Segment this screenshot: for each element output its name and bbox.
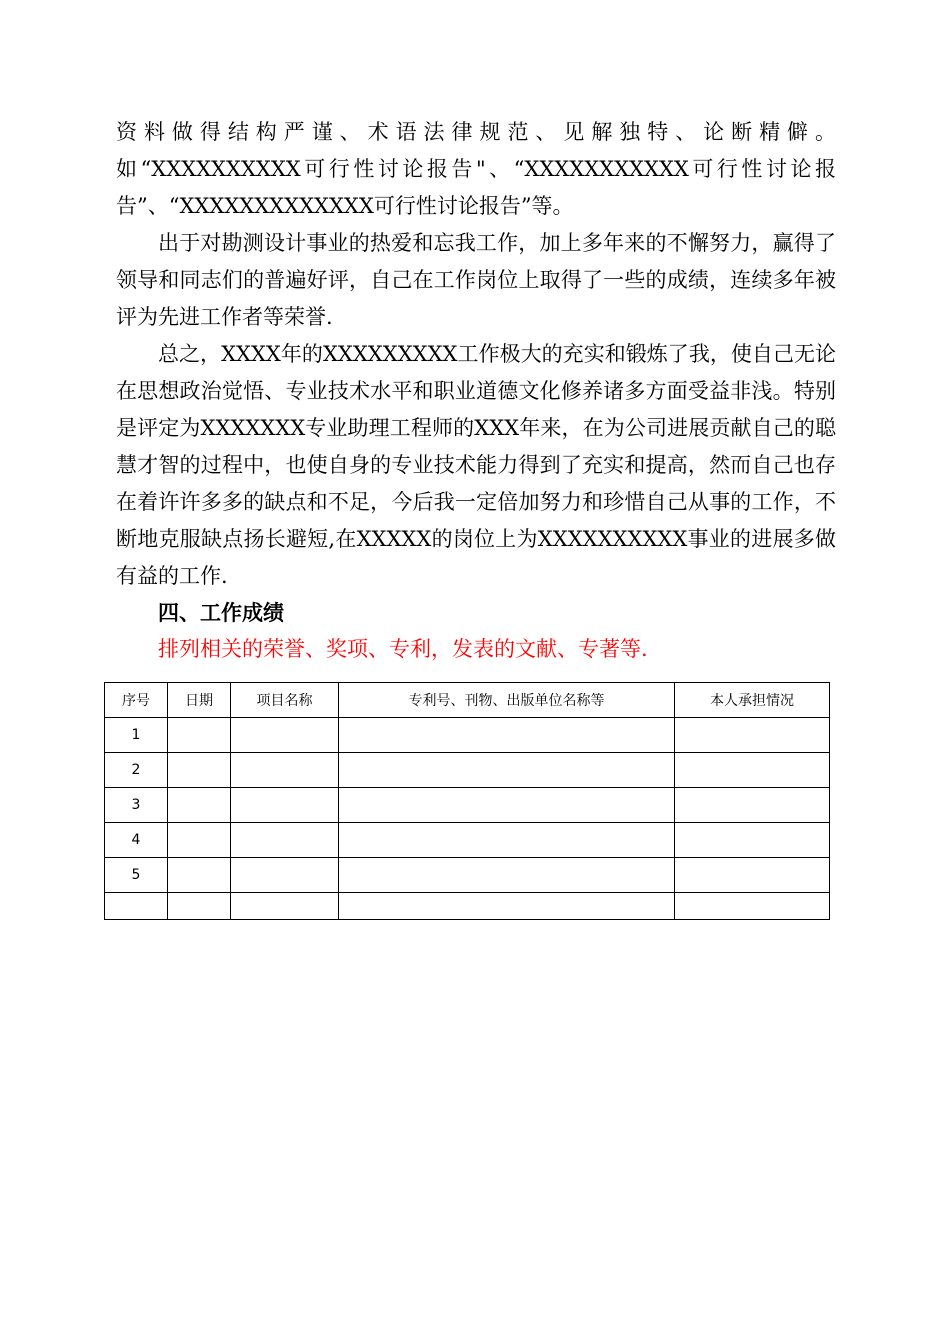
paragraph-reports: 资料做得结构严谨、术语法律规范、见解独特、论断精僻。如“XXXXXXXXXX可行性讨论报告"、“XXXXXXXXXXX可行性讨论报告”、“XXXXXXXXXXXXX可行性讨论报告”等。 [116,120,836,218]
cell-publication [339,858,675,893]
cell-date [168,823,231,858]
cell-role [675,788,830,823]
table-row [105,753,830,788]
header-index: 序号 [105,683,168,718]
achievements-table [104,682,830,920]
cell-project-name [231,753,339,788]
cell-date [168,858,231,893]
cell-role [675,893,830,920]
cell-role [675,858,830,893]
table-row [105,718,830,753]
section-heading: 四、工作成绩 [158,601,284,625]
document-body [116,114,836,667]
header-publication: 专利号、刊物、出版单位名称等 [339,683,675,718]
cell-index: 1 [105,718,168,753]
cell-project-name [231,823,339,858]
header-date: 日期 [168,683,231,718]
table-row [105,788,830,823]
cell-index: 4 [105,823,168,858]
cell-publication [339,893,675,920]
paragraph-honors: 出于对勘测设计事业的热爱和忘我工作，加上多年来的不懈努力，赢得了领导和同志们的普遍好评，自己在工作岗位上取得了一些的成绩，连续多年被评为先进工作者等荣誉. [116,231,836,329]
header-project-name: 项目名称 [231,683,339,718]
cell-date [168,893,231,920]
cell-project-name [231,858,339,893]
table-row [105,893,830,920]
table-row [105,823,830,858]
cell-publication [339,753,675,788]
cell-role [675,718,830,753]
cell-project-name [231,788,339,823]
paragraph-summary: 总之，XXXX年的XXXXXXXXX工作极大的充实和锻炼了我，使自己无论在思想政治觉悟、专业技术水平和职业道德文化修养诸多方面受益非浅。特别是评定为XXXXXXX专业助理工程师的XXX年来，在为公司进展贡献自己的聪慧才智的过程中，也使自身的专业技术能力得到了充实和提高，然而自己也存在着许许多多的缺点和不足，今后我一定倍加努力和珍惜自己从事的工作，不断地克服缺点扬长避短,在XXXXX的岗位上为XXXXXXXXXX事业的进展多做有益的工作. [116,342,836,588]
cell-index: 2 [105,753,168,788]
cell-date [168,753,231,788]
cell-role [675,753,830,788]
cell-publication [339,788,675,823]
cell-index: 5 [105,858,168,893]
cell-date [168,718,231,753]
header-role: 本人承担情况 [675,683,830,718]
table-header-row [105,683,830,718]
cell-index [105,893,168,920]
cell-project-name [231,718,339,753]
table-row [105,858,830,893]
cell-publication [339,718,675,753]
cell-project-name [231,893,339,920]
cell-date [168,788,231,823]
cell-publication [339,823,675,858]
section-note: 排列相关的荣誉、奖项、专利，发表的文献、专著等. [158,637,648,661]
cell-role [675,823,830,858]
cell-index: 3 [105,788,168,823]
